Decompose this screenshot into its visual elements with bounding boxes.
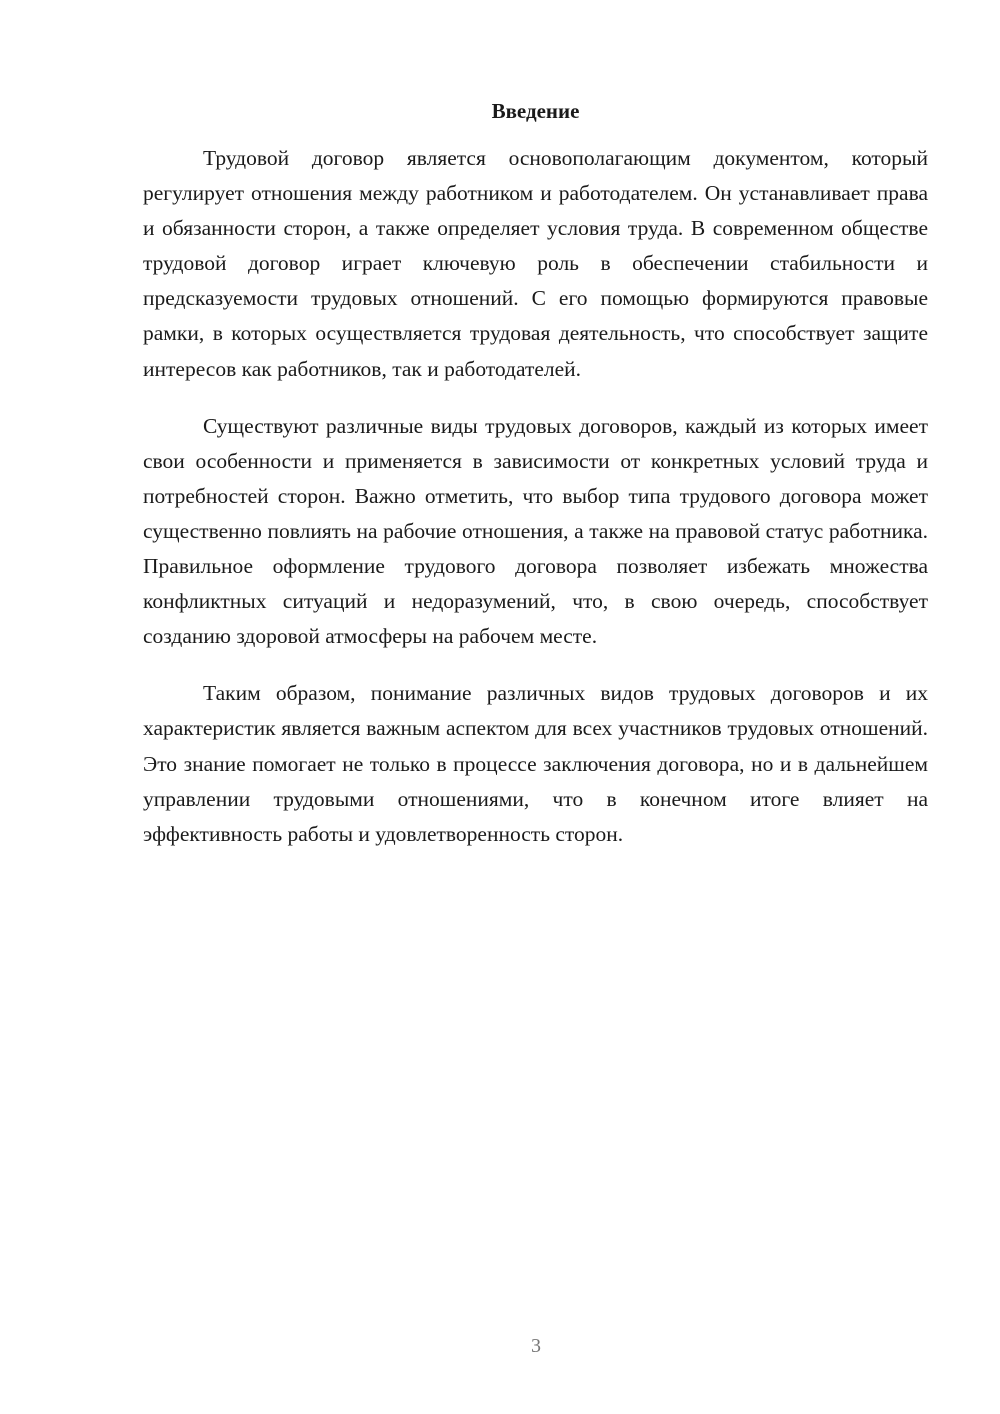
section-heading: Введение xyxy=(491,99,580,123)
paragraph-3: Таким образом, понимание различных видов трудовых договоров и их характеристик является важным аспектом для всех участников трудовых отношений. Это знание помогает не только в процессе заключения договора, но и в дальнейшем управлении трудовыми отношениями, что в конечном итоге влияет на эффективность работы и удовлетворенность сторон. xyxy=(143,681,928,846)
paragraph-2: Существуют различные виды трудовых договоров, каждый из которых имеет свои особенности и применяется в зависимости от конкретных условий труда и потребностей сторон. Важно отметить, что выбор типа трудового договора может существенно повлиять на рабочие отношения, а также на правовой статус работника. Правильное оформление трудового договора позволяет избежать множества конфликтных ситуаций и недоразумений, что, в свою очередь, способствует созданию здоровой атмосферы на рабочем месте. xyxy=(143,413,928,649)
page-number: 3 xyxy=(531,1335,541,1357)
body-text xyxy=(143,141,928,874)
paragraph-1: Трудовой договор является основополагающим документом, который регулирует отношения между работником и работодателем. Он устанавливает права и обязанности сторон, а также определяет условия труда. В современном обществе трудовой договор играет ключевую роль в обеспечении стабильности и предсказуемости трудовых отношений. С его помощью формируются правовые рамки, в которых осуществляется трудовая деятельность, что способствует защите интересов как работников, так и работодателей. xyxy=(143,146,928,381)
